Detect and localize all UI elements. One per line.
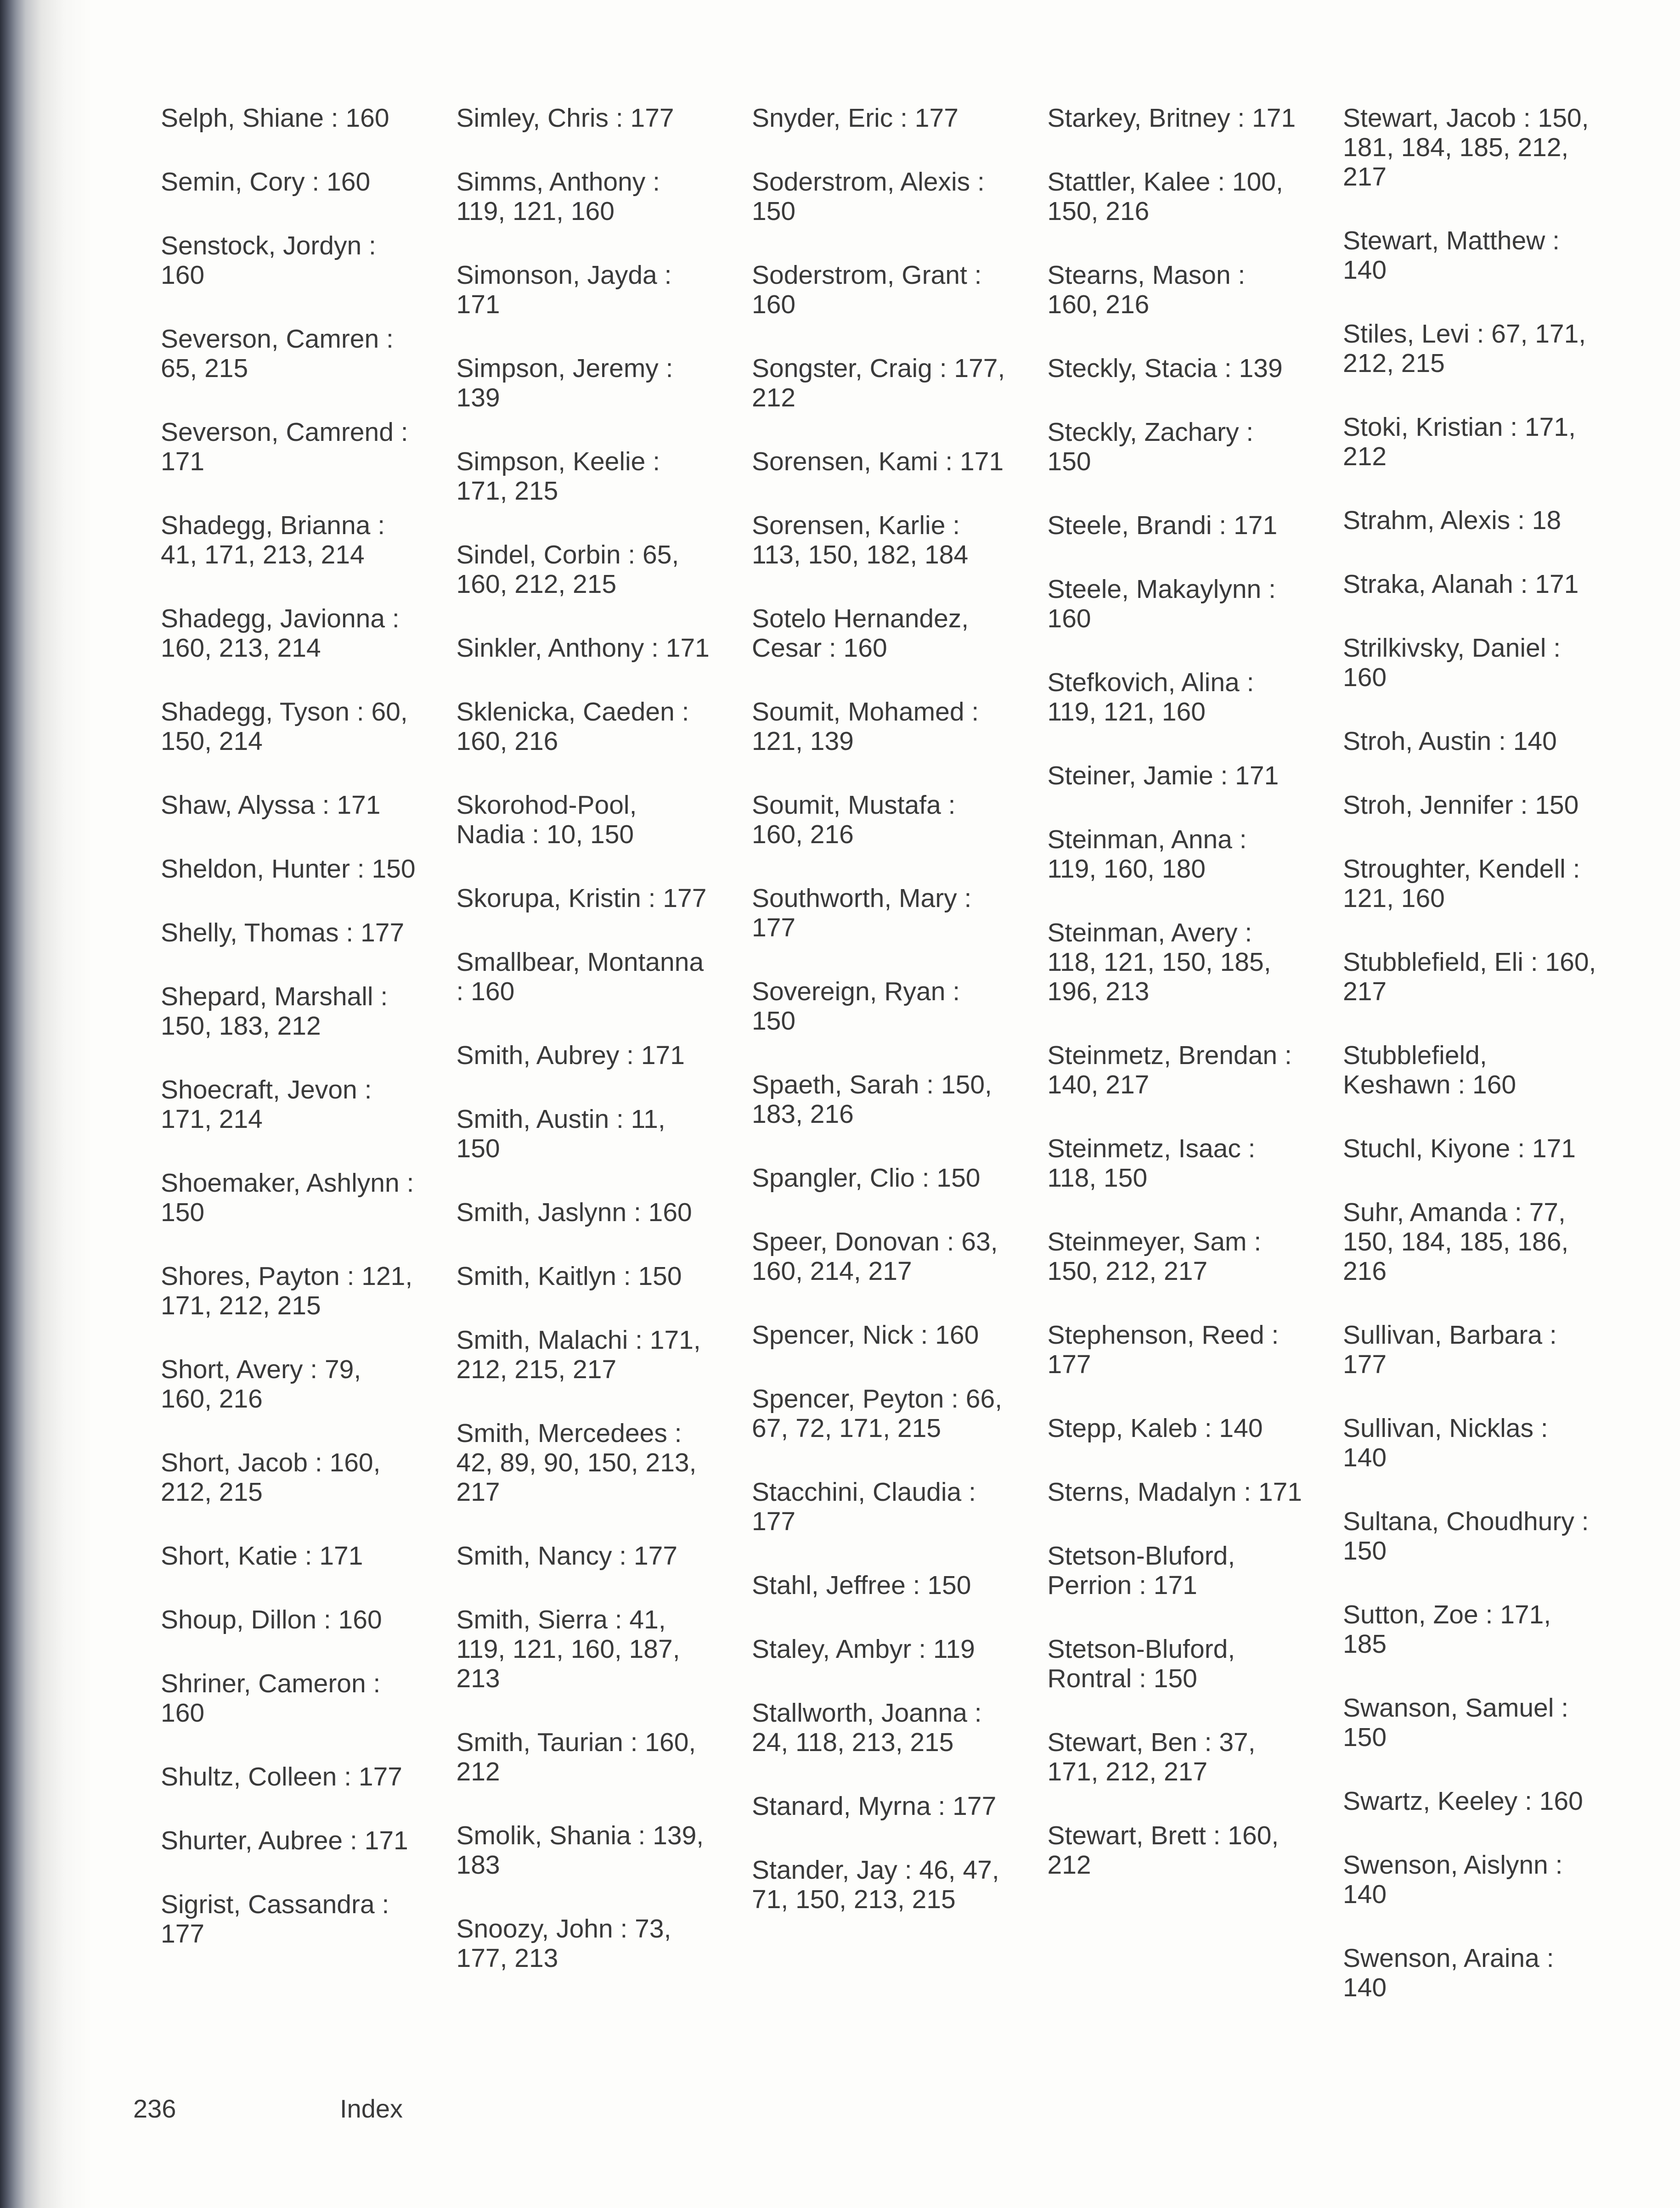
- index-entry: Skorupa, Kristin : 177: [456, 884, 707, 913]
- index-entry: Shaw, Alyssa : 171: [161, 790, 381, 820]
- index-entry: Smith, Taurian : 160, 212: [456, 1728, 696, 1786]
- index-entry: Stephenson, Reed : 177: [1047, 1320, 1279, 1379]
- index-entry: Shoecraft, Jevon : 171, 214: [161, 1075, 372, 1134]
- index-entry: Soderstrom, Grant : 160: [752, 260, 982, 319]
- index-entry: Stallworth, Joanna : 24, 118, 213, 215: [752, 1698, 982, 1757]
- index-entry: Stroughter, Kendell : 121, 160: [1343, 854, 1580, 913]
- index-entry: Short, Avery : 79, 160, 216: [161, 1355, 361, 1414]
- index-entry: Stander, Jay : 46, 47, 71, 150, 213, 215: [752, 1855, 999, 1914]
- index-entry: Stroh, Jennifer : 150: [1343, 790, 1579, 820]
- index-entry: Swartz, Keeley : 160: [1343, 1786, 1583, 1816]
- index-entry: Smith, Aubrey : 171: [456, 1041, 685, 1070]
- index-entry: Songster, Craig : 177, 212: [752, 354, 1005, 412]
- index-entry: Smith, Mercedees : 42, 89, 90, 150, 213, 217: [456, 1419, 697, 1507]
- index-entry: Suhr, Amanda : 77, 150, 184, 185, 186, 216: [1343, 1198, 1569, 1286]
- index-entry: Sterns, Madalyn : 171: [1047, 1477, 1302, 1507]
- index-entry: Short, Katie : 171: [161, 1541, 363, 1571]
- index-entry: Stattler, Kalee : 100, 150, 216: [1047, 167, 1283, 226]
- index-entry: Sutton, Zoe : 171, 185: [1343, 1600, 1551, 1659]
- index-entry: Stroh, Austin : 140: [1343, 727, 1557, 756]
- index-entry: Sheldon, Hunter : 150: [161, 854, 416, 884]
- index-entry: Soumit, Mohamed : 121, 139: [752, 697, 979, 756]
- index-entry: Steele, Brandi : 171: [1047, 511, 1278, 540]
- index-entry: Stoki, Kristian : 171, 212: [1343, 412, 1576, 471]
- index-entry: Stewart, Ben : 37, 171, 212, 217: [1047, 1728, 1256, 1786]
- index-entry: Stepp, Kaleb : 140: [1047, 1414, 1263, 1443]
- index-entry: Strilkivsky, Daniel : 160: [1343, 633, 1561, 692]
- index-entry: Smith, Sierra : 41, 119, 121, 160, 187, 213: [456, 1605, 680, 1693]
- index-entry: Shepard, Marshall : 150, 183, 212: [161, 982, 388, 1041]
- index-entry: Strahm, Alexis : 18: [1343, 506, 1562, 535]
- index-entry: Stefkovich, Alina : 119, 121, 160: [1047, 668, 1254, 727]
- index-entry: Smith, Kaitlyn : 150: [456, 1262, 682, 1291]
- index-entry: Stewart, Brett : 160, 212: [1047, 1821, 1279, 1880]
- index-entry: Stubblefield, Eli : 160, 217: [1343, 947, 1596, 1006]
- index-entry: Southworth, Mary : 177: [752, 884, 972, 942]
- index-entry: Shores, Payton : 121, 171, 212, 215: [161, 1262, 413, 1320]
- index-entry: Sindel, Corbin : 65, 160, 212, 215: [456, 540, 679, 599]
- index-entry: Soumit, Mustafa : 160, 216: [752, 790, 956, 849]
- index-entry: Shultz, Colleen : 177: [161, 1762, 402, 1791]
- index-entry: Severson, Camren : 65, 215: [161, 324, 394, 383]
- index-entry: Stanard, Myrna : 177: [752, 1791, 997, 1821]
- index-column-4: [1048, 103, 1303, 2069]
- index-entry: Steinmetz, Isaac : 118, 150: [1047, 1134, 1256, 1193]
- index-entry: Sigrist, Cassandra : 177: [161, 1890, 389, 1949]
- index-entry: Snyder, Eric : 177: [752, 103, 958, 133]
- index-entry: Swenson, Aislynn : 140: [1343, 1850, 1563, 1909]
- index-entry: Soderstrom, Alexis : 150: [752, 167, 985, 226]
- index-entry: Shriner, Cameron : 160: [161, 1669, 381, 1728]
- index-entry: Simms, Anthony : 119, 121, 160: [456, 167, 660, 226]
- index-entry: Severson, Camrend : 171: [161, 417, 408, 476]
- index-entry: Speer, Donovan : 63, 160, 214, 217: [752, 1227, 998, 1286]
- index-entry: Shelly, Thomas : 177: [161, 918, 405, 947]
- index-entry: Simpson, Jeremy : 139: [456, 354, 673, 412]
- index-column-3: [752, 103, 1007, 2069]
- index-entry: Sultana, Choudhury : 150: [1343, 1507, 1589, 1566]
- index-entry: Steinman, Avery : 118, 121, 150, 185, 196, 213: [1047, 918, 1271, 1006]
- index-entry: Simpson, Keelie : 171, 215: [456, 447, 660, 506]
- index-entry: Selph, Shiane : 160: [161, 103, 389, 133]
- index-entry: Sullivan, Barbara : 177: [1343, 1320, 1557, 1379]
- index-entry: Straka, Alanah : 171: [1343, 569, 1579, 599]
- index-entry: Skorohod-Pool, Nadia : 10, 150: [456, 790, 637, 849]
- index-entry: Semin, Cory : 160: [161, 167, 371, 197]
- index-column-5: [1343, 103, 1598, 2069]
- index-entry: Smith, Malachi : 171, 212, 215, 217: [456, 1325, 701, 1384]
- index-entry: Short, Jacob : 160, 212, 215: [161, 1448, 381, 1507]
- index-entry: Swanson, Samuel : 150: [1343, 1693, 1569, 1752]
- index-entry: Stuchl, Kiyone : 171: [1343, 1134, 1576, 1163]
- index-entry: Sovereign, Ryan : 150: [752, 977, 960, 1036]
- index-entry: Stewart, Jacob : 150, 181, 184, 185, 212, 217: [1343, 103, 1589, 192]
- index-entry: Staley, Ambyr : 119: [752, 1634, 975, 1664]
- index-entry: Steckly, Stacia : 139: [1047, 354, 1283, 383]
- index-entry: Stacchini, Claudia : 177: [752, 1477, 976, 1536]
- index-entry: Steiner, Jamie : 171: [1047, 761, 1279, 790]
- book-spine-edge: [0, 0, 92, 2208]
- index-entry: Stiles, Levi : 67, 171, 212, 215: [1343, 319, 1586, 378]
- index-column-1: [161, 103, 416, 2069]
- index-column-2: [457, 103, 712, 2069]
- index-entry: Shurter, Aubree : 171: [161, 1826, 408, 1855]
- index-entry: Stewart, Matthew : 140: [1343, 226, 1560, 285]
- index-entry: Shadegg, Brianna : 41, 171, 213, 214: [161, 511, 385, 569]
- index-entry: Sotelo Hernandez, Cesar : 160: [752, 604, 969, 663]
- index-entry: Shoup, Dillon : 160: [161, 1605, 382, 1634]
- index-entry: Spangler, Clio : 150: [752, 1163, 981, 1193]
- index-entry: Sorensen, Kami : 171: [752, 447, 1004, 476]
- index-entry: Smolik, Shania : 139, 183: [456, 1821, 704, 1880]
- index-entry: Senstock, Jordyn : 160: [161, 231, 376, 290]
- index-entry: Stubblefield, Keshawn : 160: [1343, 1041, 1517, 1099]
- index-entry: Smith, Jaslynn : 160: [456, 1198, 692, 1227]
- index-entry: Steckly, Zachary : 150: [1047, 417, 1254, 476]
- index-entry: Sorensen, Karlie : 113, 150, 182, 184: [752, 511, 969, 569]
- index-entry: Steele, Makaylynn : 160: [1047, 575, 1276, 633]
- index-entry: Sklenicka, Caeden : 160, 216: [456, 697, 689, 756]
- index-entry: Smith, Nancy : 177: [456, 1541, 678, 1571]
- index-entry: Shadegg, Javionna : 160, 213, 214: [161, 604, 400, 663]
- index-entry: Snoozy, John : 73, 177, 213: [456, 1914, 671, 1973]
- index-entry: Stahl, Jeffree : 150: [752, 1571, 971, 1600]
- index-entry: Stetson-Bluford, Rontral : 150: [1047, 1634, 1235, 1693]
- index-entry: Spaeth, Sarah : 150, 183, 216: [752, 1070, 992, 1129]
- index-entry: Simley, Chris : 177: [456, 103, 674, 133]
- index-entry: Simonson, Jayda : 171: [456, 260, 672, 319]
- index-entry: Stetson-Bluford, Perrion : 171: [1047, 1541, 1235, 1600]
- index-columns: [161, 103, 1598, 2069]
- index-entry: Steinman, Anna : 119, 160, 180: [1047, 825, 1247, 884]
- page-number: 236: [133, 2094, 176, 2123]
- index-entry: Spencer, Nick : 160: [752, 1320, 979, 1350]
- index-entry: Steinmeyer, Sam : 150, 212, 217: [1047, 1227, 1262, 1286]
- index-entry: Sinkler, Anthony : 171: [456, 633, 710, 663]
- index-entry: Smith, Austin : 11, 150: [456, 1104, 665, 1163]
- index-entry: Steinmetz, Brendan : 140, 217: [1047, 1041, 1292, 1099]
- index-entry: Starkey, Britney : 171: [1047, 103, 1296, 133]
- index-entry: Spencer, Peyton : 66, 67, 72, 171, 215: [752, 1384, 1003, 1443]
- index-entry: Sullivan, Nicklas : 140: [1343, 1414, 1548, 1472]
- index-entry: Shadegg, Tyson : 60, 150, 214: [161, 697, 408, 756]
- section-title: Index: [340, 2094, 403, 2123]
- index-entry: Shoemaker, Ashlynn : 150: [161, 1168, 414, 1227]
- index-entry: Smallbear, Montanna : 160: [456, 947, 704, 1006]
- index-entry: Swenson, Araina : 140: [1343, 1943, 1554, 2002]
- index-entry: Stearns, Mason : 160, 216: [1047, 260, 1246, 319]
